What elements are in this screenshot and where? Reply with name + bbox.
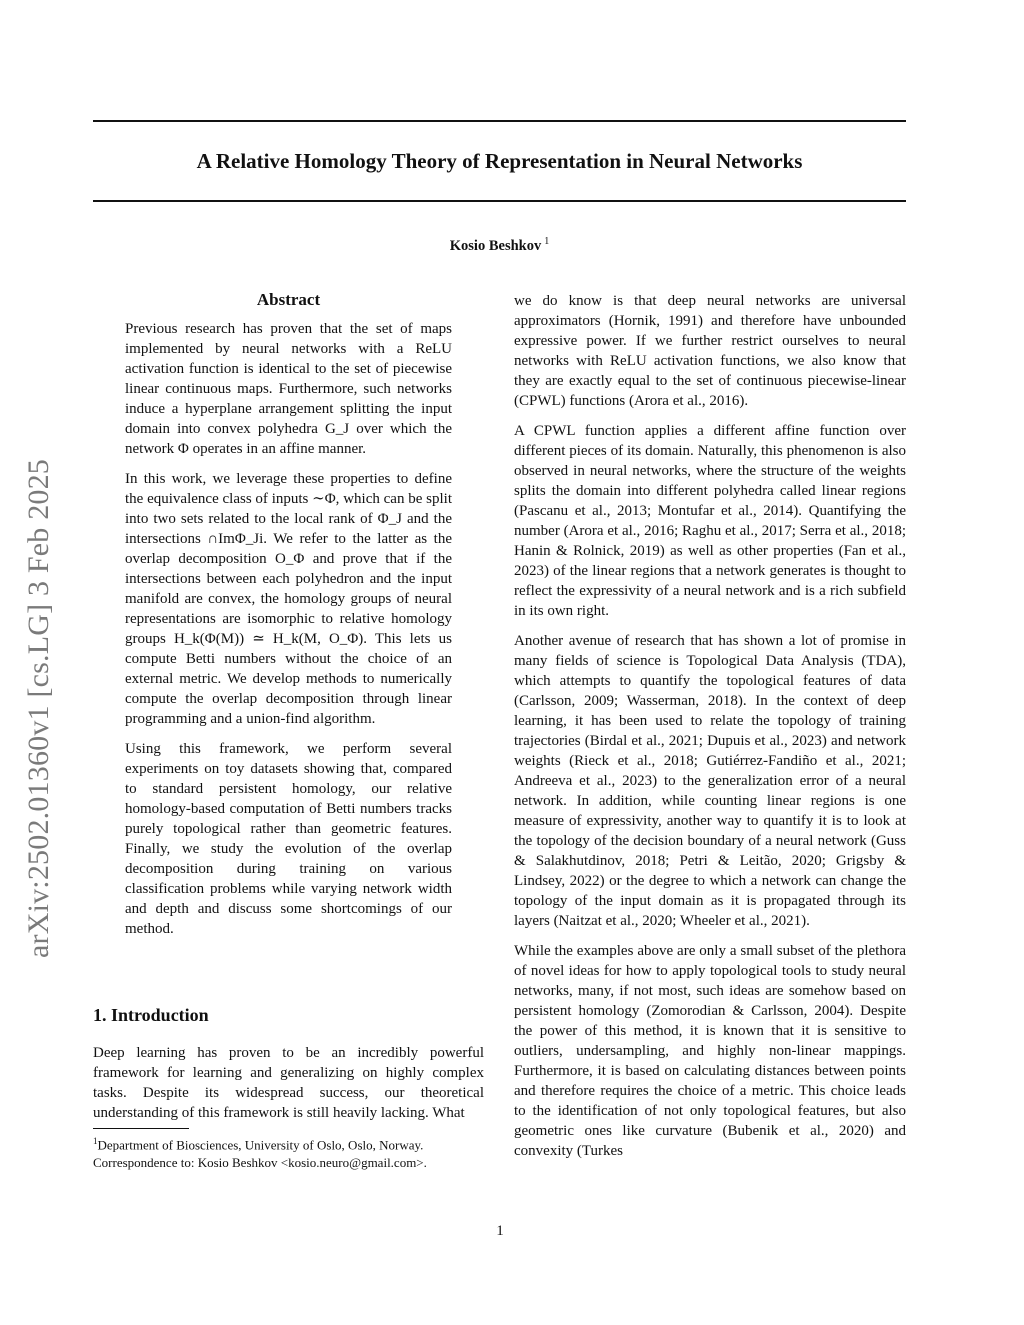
- abstract-paragraph-3: Using this framework, we perform several experiments on toy datasets showing that, compared to standard persistent homology, our relative homology-based computation of Betti numbers tracks purely topological rather than geometric features. Finally, we study the evolution of the overlap decomposition during training on various classification problems while varying network width and depth and discuss some shortcomings of our method.: [125, 741, 452, 937]
- title-top-rule: [93, 120, 906, 122]
- right-paragraph-4: While the examples above are only a small subset of the plethora of novel ideas for how to apply topological tools to study neural networks, many, if not most, such ideas are somehow based on persistent homology (Zomorodian & Carlsson, 2004). Despite the power of this method, it is known that it is sensitive to outliers, undersampling, and highly non-linear mappings. Furthermore, it is based on calculating distances between points and therefore requires the choice of a metric. This choice leads to the identification of not only topological features, but also geometric ones like curvature (Bubenik et al., 2020) and convexity (Turkes: [514, 943, 906, 1159]
- abstract-section: [125, 289, 452, 949]
- page-number: 1: [496, 1223, 504, 1239]
- right-paragraph-2: A CPWL function applies a different affine function over different pieces of its domain. Naturally, this phenomenon is also observed in neural networks, where the structure of the weights splits the domain into different polyhedra called linear regions (Pascanu et al., 2013; Montufar et al., 2014). Quantifying the number (Arora et al., 2016; Raghu et al., 2017; Serra et al., 2018; Hanin & Rolnick, 2019) as well as other properties (Fan et al., 2023) of the linear regions that a network generates is thought to reflect the expressivity of a neural network and is a rich subfield in its own right.: [514, 423, 906, 619]
- right-paragraph-1: we do know is that deep neural networks are universal approximators (Hornik, 1991) and therefore have unbounded expressive power. If we further restrict ourselves to neural networks with ReLU activation functions, we also know that they are exactly equal to the set of continuous piecewise-linear (CPWL) functions (Arora et al., 2016).: [514, 293, 906, 409]
- introduction-section: [93, 1003, 484, 1133]
- paper-title: A Relative Homology Theory of Representation in Neural Networks: [196, 149, 803, 173]
- right-column: [514, 291, 906, 1171]
- title-bottom-rule: [93, 200, 906, 202]
- introduction-heading: 1. Introduction: [93, 1005, 209, 1025]
- footnote-correspondence: Correspondence to: Kosio Beshkov <kosio.neuro@gmail.com>.: [93, 1155, 427, 1171]
- footnote-mark: 1: [93, 1136, 98, 1146]
- right-paragraph-3: Another avenue of research that has shown a lot of promise in many fields of science is Topological Data Analysis (TDA), which attempts to quantify the topological features of data (Carlsson, 2009; Wasserman, 2018). In the context of deep learning, it has been used to relate the topology of training trajectories (Birdal et al., 2021; Dupuis et al., 2023) and network weights (Rieck et al., 2018; Gutiérrez-Fandiño et al., 2021; Andreeva et al., 2023) to the generalization error of a neural network. In addition, while counting linear regions is one measure of expressivity, another way to quantify it is to look at the topology of the decision boundary of a neural network (Guss & Salakhutdinov, 2018; Petri & Leitão, 2020; Grigsby & Lindsey, 2022) or the degree to which a network can change the topology of the input domain as it is propagated through its layers (Naitzat et al., 2020; Wheeler et al., 2021).: [514, 633, 906, 929]
- abstract-paragraph-2: In this work, we leverage these properties to define the equivalence class of inputs ∼Φ, which can be split into two sets related to the local rank of Φ_J and the intersections ∩ImΦ_Ji. We refer to the latter as the overlap decomposition O_Φ and prove that if the intersections between each polyhedron and the input manifold are convex, the homology groups of neural representations are isomorphic to relative homology groups H_k(Φ(M)) ≃ H_k(M, O_Φ). This lets us compute Betti numbers without the choice of an external metric. We develop methods to numerically compute the overlap decomposition through linear programming and a union-find algorithm.: [125, 471, 452, 727]
- footnote: [93, 1132, 493, 1172]
- footnote-rule: [93, 1128, 189, 1129]
- introduction-paragraph-1: Deep learning has proven to be an incredibly powerful framework for learning and generalizing on highly complex tasks. Despite its widespread success, our theoretical understanding of this framework is still heavily lacking. What: [93, 1045, 484, 1121]
- abstract-heading: Abstract: [256, 290, 321, 309]
- author-affil-mark: 1: [544, 236, 550, 247]
- abstract-paragraph-1: Previous research has proven that the set of maps implemented by neural networks with a ReLU activation function is identical to the set of piecewise linear continuous maps. Furthermore, such networks induce a hyperplane arrangement splitting the input domain into convex polyhedra G_J over which the network Φ operates in an affine manner.: [125, 321, 452, 457]
- arxiv-identifier[interactable]: arXiv:2502.01360v1 [cs.LG] 3 Feb 2025: [22, 458, 55, 958]
- author-line: [93, 236, 906, 255]
- footnote-affiliation: [93, 1132, 493, 1154]
- footnote-affiliation-text: Department of Biosciences, University of Oslo, Oslo, Norway.: [97, 1137, 424, 1153]
- author-name: Kosio Beshkov: [449, 237, 542, 254]
